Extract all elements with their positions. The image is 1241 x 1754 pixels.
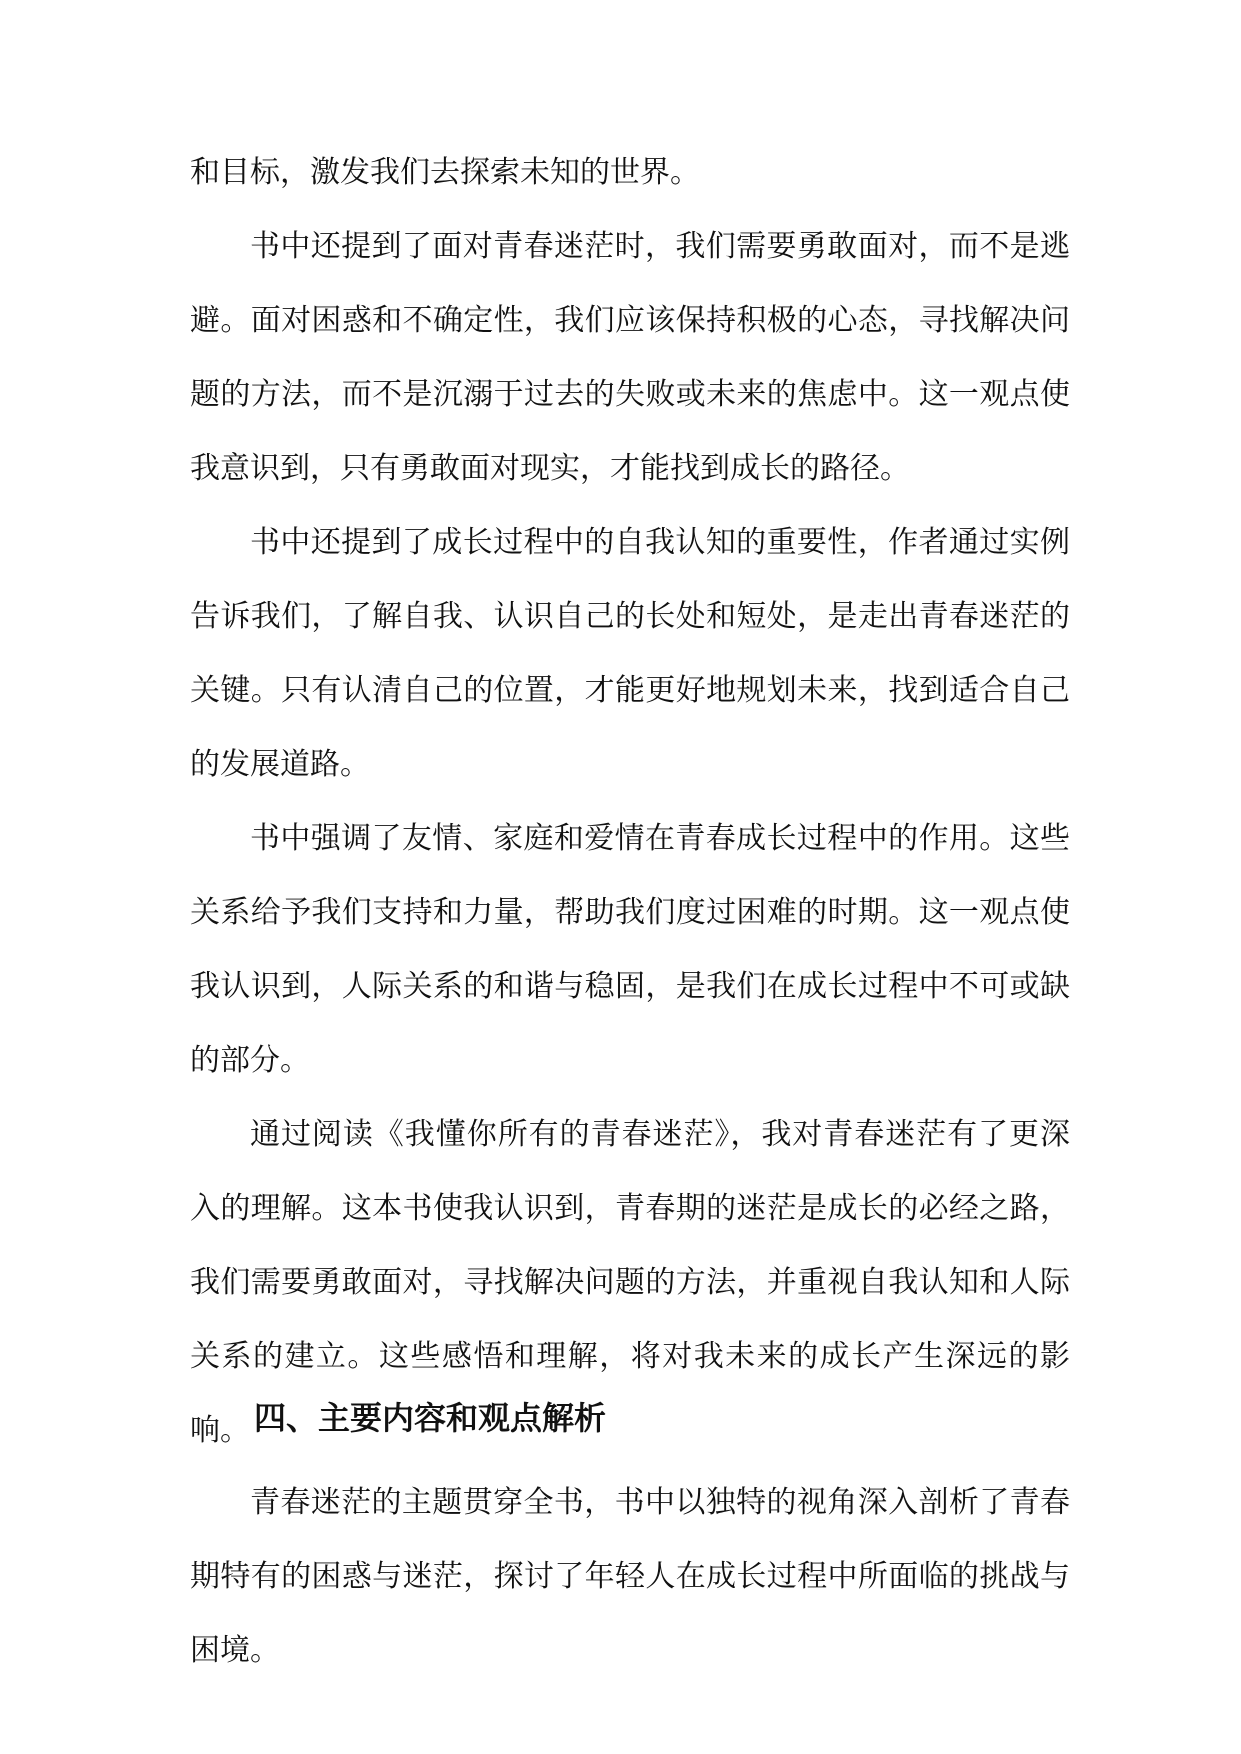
paragraph-facing-confusion: 书中还提到了面对青春迷茫时，我们需要勇敢面对，而不是逃避。面对困惑和不确定性，我们应该保持积极的心态，寻找解决问题的方法，而不是沉溺于过去的失败或未来的焦虑中。这一观点使我意识到，只有勇敢面对现实，才能找到成长的路径。 bbox=[190, 229, 1070, 486]
section-heading: 四、主要内容和观点解析 bbox=[254, 1399, 607, 1437]
body-text-section4 bbox=[190, 1466, 1070, 1688]
paragraph-reading-reflection: 通过阅读《我懂你所有的青春迷茫》，我对青春迷茫有了更深入的理解。这本书使我认识到，青春期的迷茫是成长的必经之路，我们需要勇敢面对，寻找解决问题的方法，并重视自我认知和人际关系的建立。这些感悟和理解，将对我未来的成长产生深远的影响。 bbox=[190, 1117, 1070, 1448]
body-text-top bbox=[190, 136, 1070, 1468]
paragraph-continued: 和目标，激发我们去探索未知的世界。 bbox=[190, 155, 700, 190]
paragraph-self-awareness: 书中还提到了成长过程中的自我认知的重要性，作者通过实例告诉我们，了解自我、认识自己的长处和短处，是走出青春迷茫的关键。只有认清自己的位置，才能更好地规划未来，找到适合自己的发展道路。 bbox=[190, 525, 1070, 782]
paragraph-relationships: 书中强调了友情、家庭和爱情在青春成长过程中的作用。这些关系给予我们支持和力量，帮助我们度过困难的时期。这一观点使我认识到，人际关系的和谐与稳固，是我们在成长过程中不可或缺的部分。 bbox=[190, 821, 1070, 1078]
paragraph-theme: 青春迷茫的主题贯穿全书，书中以独特的视角深入剖析了青春期特有的困惑与迷茫，探讨了年轻人在成长过程中所面临的挑战与困境。 bbox=[190, 1485, 1070, 1668]
